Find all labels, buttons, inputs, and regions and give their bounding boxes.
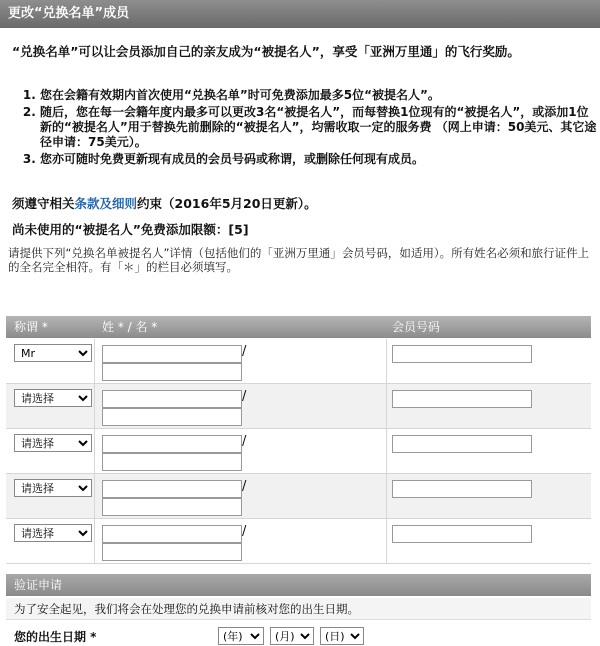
surname-input[interactable]: [102, 345, 242, 363]
instructions-note: 请提供下列“兑换名单被提名人”详情（包括他们的「亚洲万里通」会员号码，如适用）。所有姓名必须和旅行证件上的全名完全相符。有「＊」的栏目必须填写。: [8, 246, 590, 274]
terms-prefix: 须遵守相关: [12, 196, 75, 211]
intro-text: “兑换名单”可以让会员添加自己的亲友成为“被提名人”，享受「亚洲万里通」的飞行奖励。: [12, 44, 520, 59]
given-name-input[interactable]: [102, 453, 242, 471]
page-title: 更改“兑换名单”成员: [8, 6, 130, 21]
member-number-input[interactable]: [392, 525, 532, 543]
nominee-table-header: [6, 316, 591, 338]
name-separator: /: [242, 344, 247, 359]
column-title-header: 称谓 *: [14, 320, 48, 334]
surname-input[interactable]: [102, 390, 242, 408]
dob-year-select[interactable]: [218, 627, 264, 645]
nominee-row: [6, 429, 591, 474]
surname-input[interactable]: [102, 435, 242, 453]
rule-item: 1. 您在会籍有效期内首次使用“兑换名单”时可免费添加最多5位“被提名人”。: [40, 88, 600, 103]
name-separator: /: [242, 479, 247, 494]
name-separator: /: [242, 524, 247, 539]
title-select[interactable]: [14, 479, 92, 497]
verification-text: 为了安全起见，我们将会在处理您的兑换申请前核对您的出生日期。: [6, 598, 591, 620]
title-select[interactable]: [14, 344, 92, 362]
dob-month-select[interactable]: [270, 627, 314, 645]
given-name-input[interactable]: [102, 363, 242, 381]
member-number-input[interactable]: [392, 345, 532, 363]
surname-input[interactable]: [102, 480, 242, 498]
title-select[interactable]: [14, 524, 92, 542]
verification-header: 验证申请: [6, 574, 591, 596]
dob-row: [6, 622, 591, 646]
free-quota-text: 尚未使用的“被提名人”免费添加限额：[5]: [12, 222, 249, 237]
member-number-input[interactable]: [392, 435, 532, 453]
given-name-input[interactable]: [102, 543, 242, 561]
terms-link[interactable]: 条款及细则: [74, 196, 138, 211]
rule-item: 3. 您亦可随时免费更新现有成员的会员号码或称谓，或删除任何现有成员。: [40, 152, 600, 167]
dob-day-select[interactable]: [320, 627, 364, 645]
given-name-input[interactable]: [102, 498, 242, 516]
title-select[interactable]: [14, 389, 92, 407]
rules-list: [22, 88, 600, 169]
name-separator: /: [242, 434, 247, 449]
name-separator: /: [242, 389, 247, 404]
column-member-header: 会员号码: [392, 320, 441, 334]
terms-suffix: 约束（2016年5月20日更新）。: [137, 196, 317, 211]
given-name-input[interactable]: [102, 408, 242, 426]
column-name-header: 姓 * / 名 *: [102, 320, 158, 334]
page-title-bar: [0, 0, 600, 28]
nominee-row: [6, 519, 591, 564]
nominee-row: [6, 474, 591, 519]
nominee-row: [6, 384, 591, 429]
surname-input[interactable]: [102, 525, 242, 543]
dob-label: 您的出生日期 *: [14, 630, 97, 644]
nominee-row: [6, 339, 591, 384]
title-select[interactable]: [14, 434, 92, 452]
member-number-input[interactable]: [392, 480, 532, 498]
terms-line: [12, 194, 317, 212]
member-number-input[interactable]: [392, 390, 532, 408]
rule-item: 2. 随后，您在每一会籍年度内最多可以更改3名“被提名人”，而每替换1位现有的“被提名人”，或添加1位新的“被提名人”用于替换先前删除的“被提名人”，均需收取一定的服务费 （网上申请：50美元、其它途径申请：75美元）。: [40, 105, 600, 150]
